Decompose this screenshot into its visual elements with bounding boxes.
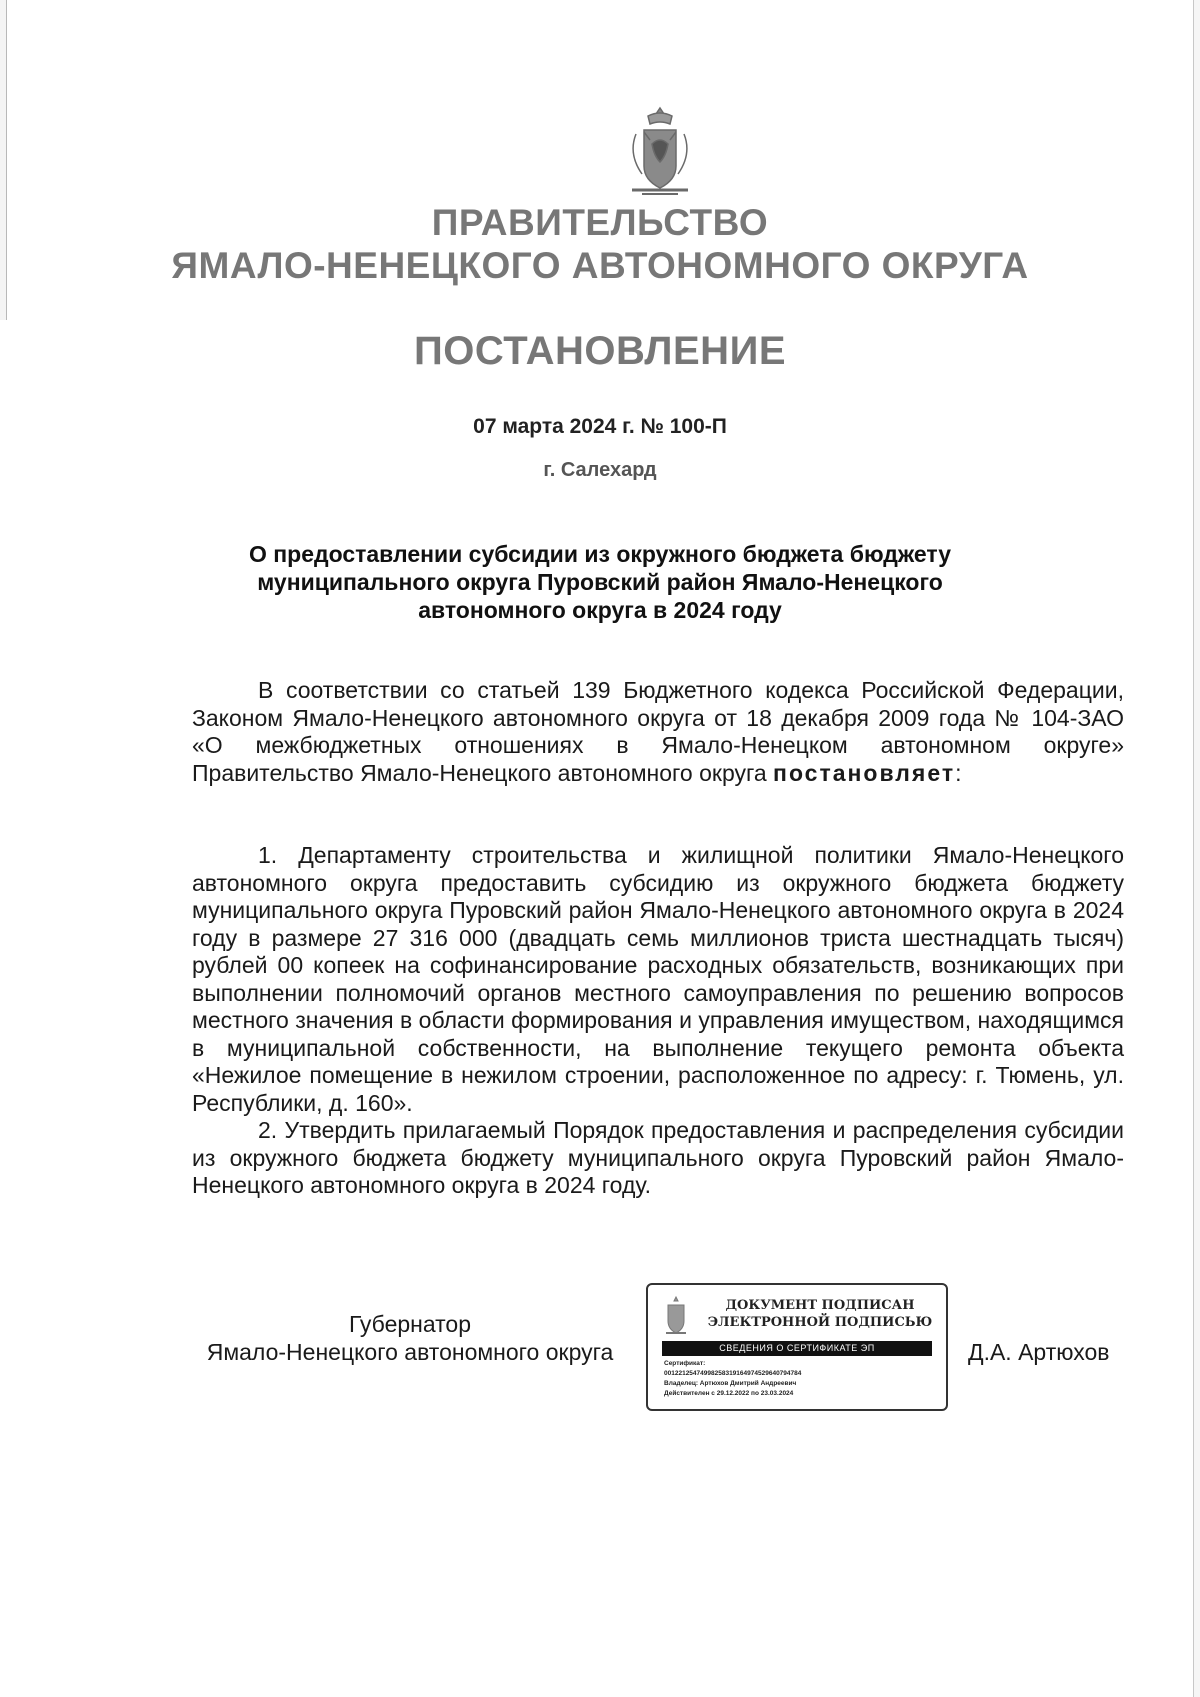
signer-position [180,1310,640,1366]
stamp-cert-value: 00122125474998258319164974529640794784 [664,1370,802,1377]
government-title: ПРАВИТЕЛЬСТВО [431,202,769,243]
stamp-cert-label: Сертификат: [664,1360,706,1367]
preamble [192,677,1124,787]
stamp-heading [700,1297,940,1331]
point-2: 2. Утвердить прилагаемый Порядок предоставления и распределения субсидии из окружного бюджета бюджету муниципального округа Пуровский район Ямало-Ненецкого автономного округа в 2024 году. [192,1117,1124,1198]
document-type: ПОСТАНОВЛЕНИЕ [413,329,786,373]
stamp-certificate-bar: СВЕДЕНИЯ О СЕРТИФИКАТЕ ЭП [662,1341,932,1356]
subject-line: муниципального округа Пуровский район Ямало-Ненецкого [257,569,943,595]
stamp-emblem-icon [662,1295,690,1337]
signer-position-line: Губернатор [348,1311,472,1337]
subject-line: О предоставлении субсидии из окружного бюджета бюджету [248,541,952,567]
document-place: г. Салехард [543,459,657,481]
signer-name: Д.А. Артюхов [968,1339,1110,1365]
document-subject [240,540,960,624]
document-date-number: 07 марта 2024 г. № 100-П [473,415,727,438]
stamp-owner: Владелец: Артюхов Дмитрий Андреевич [664,1380,797,1387]
stamp-heading-line: ДОКУМЕНТ ПОДПИСАН [725,1298,915,1313]
resolves-colon: : [955,759,962,786]
government-region: ЯМАЛО-НЕНЕЦКОГО АВТОНОМНОГО ОКРУГА [171,245,1029,286]
stamp-details [664,1359,934,1399]
point-1: 1. Департаменту строительства и жилищной политики Ямало-Ненецкого автономного округа предоставить субсидию из окружного бюджета бюджету муниципального округа Пуровский район Ямало-Ненецкого автономного округа в 2024 году в размере 27 316 000 (двадцать семь миллионов триста шестнадцать тысяч) рублей 00 копеек на софинансирование расходных обязательств, возникающих при выполнении полномочий органов местного самоуправления по решению вопросов местного значения в области формирования и управления имуществом, находящимся в муниципальной собственности, на выполнение текущего ремонта объекта «Нежилое помещение в нежилом строении, расположенное по адресу: г. Тюмень, ул. Республики, д. 160». [192,842,1124,1116]
stamp-validity: Действителен с 29.12.2022 по 23.03.2024 [664,1390,794,1397]
coat-of-arms-icon [622,104,698,204]
resolves-word: постановляет [773,759,956,786]
electronic-signature-stamp [646,1283,948,1411]
stamp-heading-line: ЭЛЕКТРОННОЙ ПОДПИСЬЮ [707,1315,933,1330]
preamble-text: В соответствии со статьей 139 Бюджетного кодекса Российской Федерации, Законом Ямало-Ненецкого автономного округа от 18 декабря 2009 года № 104-ЗАО «О межбюджетных отношениях в Ямало-Ненецком автономном округе» Правительство Ямало-Ненецкого автономного округа [192,677,1124,786]
signer-position-line: Ямало-Ненецкого автономного округа [206,1339,614,1365]
resolution-points [192,842,1124,1200]
subject-line: автономного округа в 2024 году [418,597,782,623]
